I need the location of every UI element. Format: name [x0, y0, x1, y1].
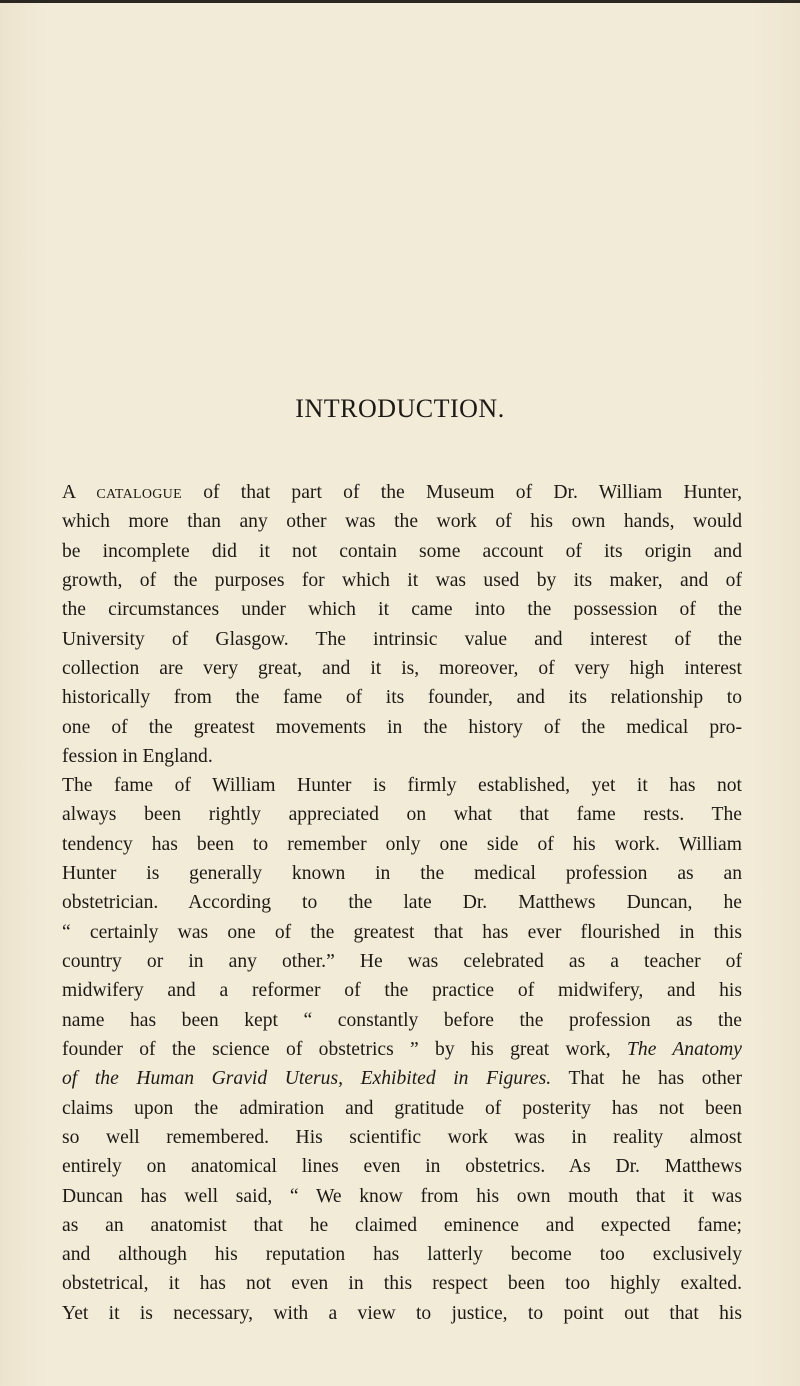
text-line: Hunter is generally known in the medical profession as an	[62, 863, 742, 885]
text-line: the circumstances under which it came into the possession of the	[62, 599, 742, 621]
text-line: always been rightly appreciated on what that fame rests. The	[62, 804, 742, 826]
text-line: entirely on anatomical lines even in obstetrics. As Dr. Matthews	[62, 1156, 742, 1178]
text-line: midwifery and a reformer of the practice of midwifery, and his	[62, 980, 742, 1002]
text-line: of the Human Gravid Uterus, Exhibited in Figures. That he has other	[62, 1068, 742, 1090]
book-title-italic: of the Human Gravid Uterus, Exhibited in Figures.	[62, 1068, 552, 1090]
text-line: A catalogue of that part of the Museum of Dr. William Hunter,	[62, 482, 742, 503]
text-line: The fame of William Hunter is firmly established, yet it has not	[62, 775, 742, 797]
top-edge-rule	[0, 0, 800, 3]
text-line: name has been kept “ constantly before the profession as the	[62, 1009, 742, 1031]
text-line: fession in England.	[62, 745, 213, 767]
text-line: which more than any other was the work of his own hands, would	[62, 511, 742, 533]
text-line: one of the greatest movements in the history of the medical pro-	[62, 716, 742, 738]
text-line: claims upon the admiration and gratitude of posterity has not been	[62, 1097, 742, 1119]
book-title-italic: The Anatomy	[627, 1038, 742, 1060]
text-line: “ certainly was one of the greatest that has ever flourished in this	[62, 921, 742, 943]
text-line: obstetrician. According to the late Dr. Matthews Duncan, he	[62, 892, 742, 914]
text-line: growth, of the purposes for which it was used by its maker, and of	[62, 569, 742, 591]
text-line: University of Glasgow. The intrinsic value and interest of the	[62, 628, 742, 650]
text-line: historically from the fame of its founder, and its relationship to	[62, 687, 742, 709]
text-line: be incomplete did it not contain some account of its origin and	[62, 540, 742, 562]
text-line: and although his reputation has latterly become too exclusively	[62, 1244, 742, 1266]
text-line: as an anatomist that he claimed eminence and expected fame;	[62, 1214, 742, 1236]
text-line: country or in any other.” He was celebrated as a teacher of	[62, 951, 742, 972]
text-line: obstetrical, it has not even in this respect been too highly exalted.	[62, 1273, 742, 1295]
text-line: so well remembered. His scientific work was in reality almost	[62, 1126, 742, 1148]
text-line: founder of the science of obstetrics ” by his great work, The Anatomy	[62, 1038, 742, 1060]
text-line: tendency has been to remember only one side of his work. William	[62, 833, 742, 855]
text-line: Duncan has well said, “ We know from his own mouth that it was	[62, 1185, 742, 1207]
text-line: collection are very great, and it is, moreover, of very high interest	[62, 657, 742, 679]
body-text	[62, 478, 742, 1328]
chapter-heading: INTRODUCTION.	[295, 394, 505, 423]
text-line: Yet it is necessary, with a view to justice, to point out that his	[62, 1302, 742, 1324]
